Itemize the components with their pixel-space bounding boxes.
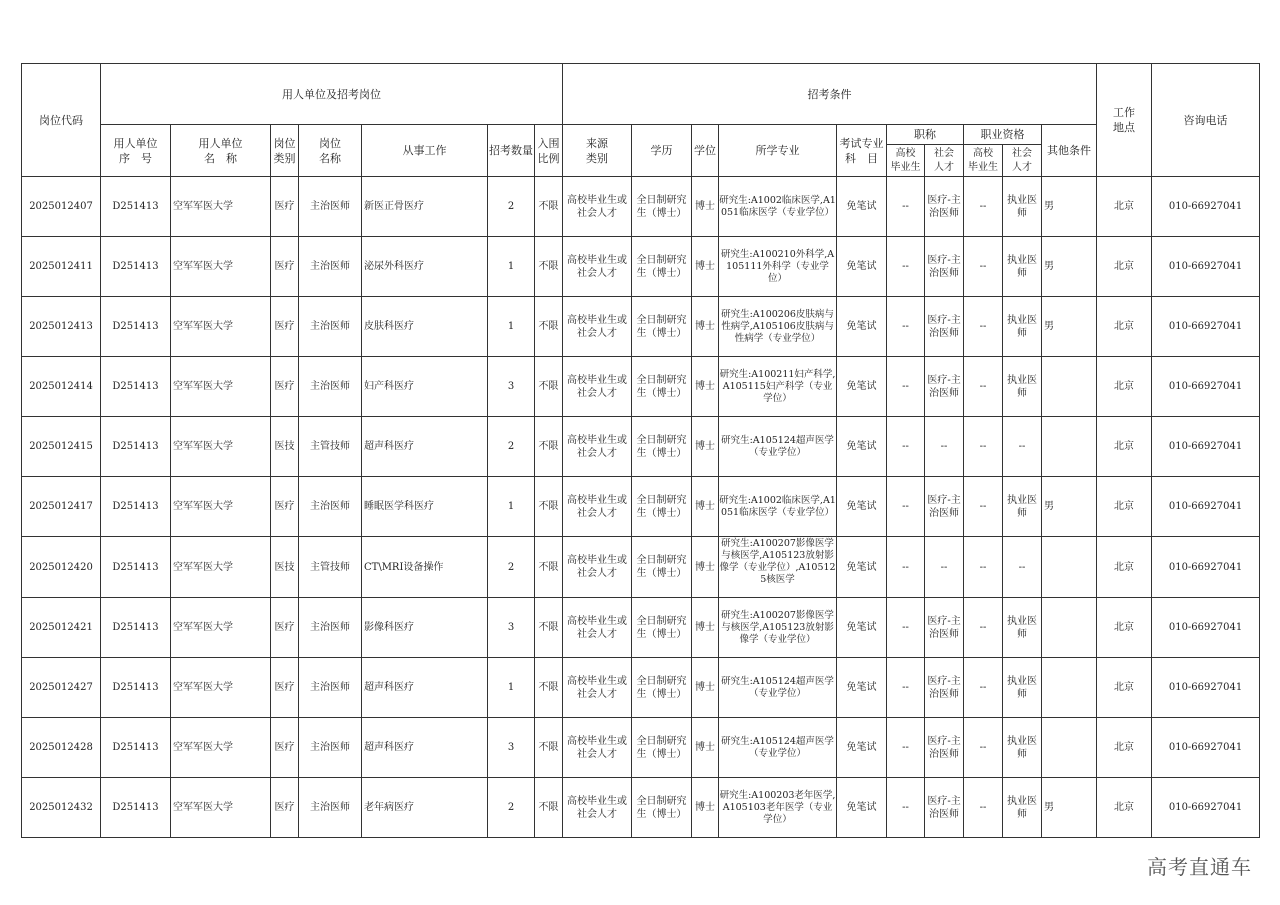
phone-cell: 010-66927041 xyxy=(1152,778,1260,838)
post-name-cell: 主管技师 xyxy=(299,537,362,598)
header-unit-name: 用人单位 名 称 xyxy=(171,125,271,177)
table-row xyxy=(22,718,1260,778)
duty-cell: 泌尿外科医疗 xyxy=(362,237,488,297)
exam-cell: 免笔试 xyxy=(837,357,887,417)
degree-cell: 博士 xyxy=(692,477,719,537)
table-row xyxy=(22,177,1260,237)
education-cell: 全日制研究生（博士） xyxy=(632,537,692,598)
education-cell: 全日制研究生（博士） xyxy=(632,357,692,417)
table-row xyxy=(22,297,1260,357)
position-code-cell: 2025012411 xyxy=(22,237,101,297)
title-grad-cell: -- xyxy=(887,177,925,237)
title-grad-cell: -- xyxy=(887,357,925,417)
duty-cell: 超声科医疗 xyxy=(362,417,488,477)
source-cell: 高校毕业生或社会人才 xyxy=(563,177,632,237)
ratio-cell: 不限 xyxy=(535,357,563,417)
major-cell: 研究生:A100206皮肤病与性病学,A105106皮肤病与性病学（专业学位） xyxy=(719,297,837,357)
other-cell: 男 xyxy=(1042,477,1097,537)
table-row xyxy=(22,237,1260,297)
title-grad-cell: -- xyxy=(887,297,925,357)
duty-cell: 妇产科医疗 xyxy=(362,357,488,417)
qual-social-cell: 执业医师 xyxy=(1003,477,1042,537)
major-cell xyxy=(719,537,837,598)
education-cell: 全日制研究生（博士） xyxy=(632,718,692,778)
major-cell: 研究生:A105124超声医学（专业学位） xyxy=(719,658,837,718)
title-grad-cell: -- xyxy=(887,477,925,537)
major-cell: 研究生:A100210外科学,A105111外科学（专业学位） xyxy=(719,237,837,297)
unit-name-cell: 空军军医大学 xyxy=(171,598,271,658)
other-cell: 男 xyxy=(1042,297,1097,357)
unit-name-cell: 空军军医大学 xyxy=(171,718,271,778)
unit-name-cell: 空军军医大学 xyxy=(171,357,271,417)
exam-cell: 免笔试 xyxy=(837,778,887,838)
title-social-cell: 医疗-主治医师 xyxy=(925,778,964,838)
post-type-cell: 医疗 xyxy=(271,778,299,838)
degree-cell: 博士 xyxy=(692,598,719,658)
header-title-group: 职称 xyxy=(887,125,964,145)
table-row xyxy=(22,477,1260,537)
post-type-cell: 医疗 xyxy=(271,357,299,417)
unit-seq-cell: D251413 xyxy=(101,357,171,417)
degree-cell: 博士 xyxy=(692,718,719,778)
qual-social-cell: 执业医师 xyxy=(1003,718,1042,778)
header-employer-group: 用人单位及招考岗位 xyxy=(101,64,563,125)
degree-cell: 博士 xyxy=(692,357,719,417)
other-cell xyxy=(1042,598,1097,658)
source-cell: 高校毕业生或社会人才 xyxy=(563,598,632,658)
header-degree: 学位 xyxy=(692,125,719,177)
phone-cell: 010-66927041 xyxy=(1152,537,1260,598)
table-row xyxy=(22,598,1260,658)
education-cell: 全日制研究生（博士） xyxy=(632,778,692,838)
header-title-grad: 高校 毕业生 xyxy=(887,145,925,177)
major-cell: 研究生:A1002临床医学,A1051临床医学（专业学位） xyxy=(719,477,837,537)
other-cell xyxy=(1042,417,1097,477)
post-name-cell: 主治医师 xyxy=(299,177,362,237)
other-cell: 男 xyxy=(1042,177,1097,237)
unit-name-cell: 空军军医大学 xyxy=(171,177,271,237)
phone-cell: 010-66927041 xyxy=(1152,357,1260,417)
watermark-text: 高考直通车 xyxy=(1147,855,1252,879)
qual-grad-cell: -- xyxy=(964,477,1003,537)
header-source: 来源 类别 xyxy=(563,125,632,177)
title-social-cell: 医疗-主治医师 xyxy=(925,237,964,297)
phone-cell: 010-66927041 xyxy=(1152,417,1260,477)
phone-cell: 010-66927041 xyxy=(1152,658,1260,718)
position-code-cell: 2025012421 xyxy=(22,598,101,658)
ratio-cell: 不限 xyxy=(535,237,563,297)
ratio-cell: 不限 xyxy=(535,718,563,778)
degree-cell: 博士 xyxy=(692,658,719,718)
location-cell: 北京 xyxy=(1097,537,1152,598)
qual-social-cell: 执业医师 xyxy=(1003,658,1042,718)
source-cell: 高校毕业生或社会人才 xyxy=(563,417,632,477)
major-cell: 研究生:A100207影像医学与核医学,A105123放射影像学（专业学位） xyxy=(719,598,837,658)
ratio-cell: 不限 xyxy=(535,778,563,838)
duty-cell: 睡眠医学科医疗 xyxy=(362,477,488,537)
title-grad-cell: -- xyxy=(887,778,925,838)
qual-grad-cell: -- xyxy=(964,778,1003,838)
post-name-cell: 主治医师 xyxy=(299,477,362,537)
qual-social-cell: -- xyxy=(1003,417,1042,477)
duty-cell: 影像科医疗 xyxy=(362,598,488,658)
header-other: 其他条件 xyxy=(1042,125,1097,177)
header-quota: 招考数量 xyxy=(488,125,535,177)
education-cell: 全日制研究生（博士） xyxy=(632,477,692,537)
quota-cell: 2 xyxy=(488,177,535,237)
source-cell: 高校毕业生或社会人才 xyxy=(563,718,632,778)
post-type-cell: 医疗 xyxy=(271,237,299,297)
location-cell: 北京 xyxy=(1097,658,1152,718)
title-social-cell: 医疗-主治医师 xyxy=(925,477,964,537)
major-cell: 研究生:A100203老年医学,A105103老年医学（专业学位） xyxy=(719,778,837,838)
qual-grad-cell: -- xyxy=(964,237,1003,297)
title-grad-cell: -- xyxy=(887,658,925,718)
degree-cell: 博士 xyxy=(692,177,719,237)
position-code-cell: 2025012415 xyxy=(22,417,101,477)
location-cell: 北京 xyxy=(1097,357,1152,417)
header-qual-social: 社会 人才 xyxy=(1003,145,1042,177)
qual-social-cell: 执业医师 xyxy=(1003,778,1042,838)
location-cell: 北京 xyxy=(1097,237,1152,297)
exam-cell: 免笔试 xyxy=(837,658,887,718)
duty-cell: CT\MRI设备操作 xyxy=(362,537,488,598)
position-code-cell: 2025012420 xyxy=(22,537,101,598)
duty-cell: 皮肤科医疗 xyxy=(362,297,488,357)
ratio-cell: 不限 xyxy=(535,177,563,237)
post-name-cell: 主治医师 xyxy=(299,718,362,778)
ratio-cell: 不限 xyxy=(535,658,563,718)
education-cell: 全日制研究生（博士） xyxy=(632,417,692,477)
unit-seq-cell: D251413 xyxy=(101,718,171,778)
unit-seq-cell: D251413 xyxy=(101,237,171,297)
exam-cell: 免笔试 xyxy=(837,598,887,658)
table-row xyxy=(22,658,1260,718)
position-code-cell: 2025012428 xyxy=(22,718,101,778)
qual-grad-cell: -- xyxy=(964,598,1003,658)
unit-seq-cell: D251413 xyxy=(101,297,171,357)
title-grad-cell: -- xyxy=(887,718,925,778)
post-name-cell: 主管技师 xyxy=(299,417,362,477)
location-cell: 北京 xyxy=(1097,477,1152,537)
recruitment-table xyxy=(21,63,1260,838)
header-phone: 咨询电话 xyxy=(1152,64,1260,177)
table-row xyxy=(22,357,1260,417)
header-exam: 考试专业 科 目 xyxy=(837,125,887,177)
duty-cell: 老年病医疗 xyxy=(362,778,488,838)
phone-cell: 010-66927041 xyxy=(1152,477,1260,537)
major-text: 研究生:A100207影像医学与核医学,A105123放射影像学（专业学位）,A105125核医学 xyxy=(719,538,836,585)
post-name-cell: 主治医师 xyxy=(299,357,362,417)
qual-social-cell: -- xyxy=(1003,537,1042,598)
education-cell: 全日制研究生（博士） xyxy=(632,658,692,718)
position-code-cell: 2025012414 xyxy=(22,357,101,417)
source-cell: 高校毕业生或社会人才 xyxy=(563,537,632,598)
phone-cell: 010-66927041 xyxy=(1152,598,1260,658)
post-type-cell: 医疗 xyxy=(271,718,299,778)
post-name-cell: 主治医师 xyxy=(299,778,362,838)
location-cell: 北京 xyxy=(1097,598,1152,658)
header-major: 所学专业 xyxy=(719,125,837,177)
major-cell: 研究生:A105124超声医学（专业学位） xyxy=(719,417,837,477)
duty-cell: 超声科医疗 xyxy=(362,718,488,778)
exam-cell: 免笔试 xyxy=(837,177,887,237)
header-ratio: 入围 比例 xyxy=(535,125,563,177)
post-name-cell: 主治医师 xyxy=(299,598,362,658)
qual-social-cell: 执业医师 xyxy=(1003,357,1042,417)
location-cell: 北京 xyxy=(1097,297,1152,357)
quota-cell: 1 xyxy=(488,237,535,297)
ratio-cell: 不限 xyxy=(535,297,563,357)
exam-cell: 免笔试 xyxy=(837,417,887,477)
unit-name-cell: 空军军医大学 xyxy=(171,778,271,838)
qual-grad-cell: -- xyxy=(964,537,1003,598)
source-cell: 高校毕业生或社会人才 xyxy=(563,237,632,297)
phone-cell: 010-66927041 xyxy=(1152,297,1260,357)
ratio-cell: 不限 xyxy=(535,477,563,537)
position-code-cell: 2025012432 xyxy=(22,778,101,838)
position-code-cell: 2025012427 xyxy=(22,658,101,718)
source-cell: 高校毕业生或社会人才 xyxy=(563,357,632,417)
location-cell: 北京 xyxy=(1097,778,1152,838)
ratio-cell: 不限 xyxy=(535,537,563,598)
title-social-cell: 医疗-主治医师 xyxy=(925,177,964,237)
ratio-cell: 不限 xyxy=(535,598,563,658)
qual-social-cell: 执业医师 xyxy=(1003,297,1042,357)
phone-cell: 010-66927041 xyxy=(1152,718,1260,778)
other-cell xyxy=(1042,718,1097,778)
exam-cell: 免笔试 xyxy=(837,477,887,537)
unit-seq-cell: D251413 xyxy=(101,177,171,237)
qual-grad-cell: -- xyxy=(964,177,1003,237)
position-code-cell: 2025012413 xyxy=(22,297,101,357)
unit-name-cell: 空军军医大学 xyxy=(171,297,271,357)
qual-grad-cell: -- xyxy=(964,417,1003,477)
header-post-name: 岗位 名称 xyxy=(299,125,362,177)
quota-cell: 1 xyxy=(488,297,535,357)
source-cell: 高校毕业生或社会人才 xyxy=(563,297,632,357)
post-name-cell: 主治医师 xyxy=(299,297,362,357)
degree-cell: 博士 xyxy=(692,537,719,598)
title-grad-cell: -- xyxy=(887,417,925,477)
exam-cell: 免笔试 xyxy=(837,297,887,357)
header-education: 学历 xyxy=(632,125,692,177)
post-type-cell: 医疗 xyxy=(271,477,299,537)
header-conditions-group: 招考条件 xyxy=(563,64,1097,125)
table-row xyxy=(22,778,1260,838)
unit-name-cell: 空军军医大学 xyxy=(171,658,271,718)
unit-seq-cell: D251413 xyxy=(101,417,171,477)
location-cell: 北京 xyxy=(1097,718,1152,778)
quota-cell: 3 xyxy=(488,718,535,778)
major-cell: 研究生:A100211妇产科学,A105115妇产科学（专业学位） xyxy=(719,357,837,417)
table-row xyxy=(22,417,1260,477)
table-body xyxy=(22,177,1260,838)
title-social-cell: 医疗-主治医师 xyxy=(925,718,964,778)
major-cell: 研究生:A1002临床医学,A1051临床医学（专业学位） xyxy=(719,177,837,237)
unit-name-cell: 空军军医大学 xyxy=(171,237,271,297)
post-type-cell: 医技 xyxy=(271,417,299,477)
quota-cell: 2 xyxy=(488,417,535,477)
title-social-cell: 医疗-主治医师 xyxy=(925,357,964,417)
other-cell xyxy=(1042,357,1097,417)
title-grad-cell: -- xyxy=(887,598,925,658)
other-cell xyxy=(1042,658,1097,718)
header-title-social: 社会 人才 xyxy=(925,145,964,177)
degree-cell: 博士 xyxy=(692,297,719,357)
qual-grad-cell: -- xyxy=(964,297,1003,357)
table-row xyxy=(22,537,1260,598)
other-cell: 男 xyxy=(1042,778,1097,838)
unit-seq-cell: D251413 xyxy=(101,778,171,838)
unit-name-cell: 空军军医大学 xyxy=(171,417,271,477)
duty-cell: 新医正骨医疗 xyxy=(362,177,488,237)
post-type-cell: 医疗 xyxy=(271,177,299,237)
title-grad-cell: -- xyxy=(887,237,925,297)
post-type-cell: 医疗 xyxy=(271,598,299,658)
other-cell xyxy=(1042,537,1097,598)
phone-cell: 010-66927041 xyxy=(1152,177,1260,237)
unit-seq-cell: D251413 xyxy=(101,537,171,598)
post-name-cell: 主治医师 xyxy=(299,237,362,297)
qual-grad-cell: -- xyxy=(964,718,1003,778)
quota-cell: 3 xyxy=(488,357,535,417)
post-type-cell: 医疗 xyxy=(271,297,299,357)
unit-seq-cell: D251413 xyxy=(101,658,171,718)
title-social-cell: -- xyxy=(925,537,964,598)
post-type-cell: 医疗 xyxy=(271,658,299,718)
header-qual-grad: 高校 毕业生 xyxy=(964,145,1003,177)
source-cell: 高校毕业生或社会人才 xyxy=(563,658,632,718)
title-social-cell: 医疗-主治医师 xyxy=(925,658,964,718)
unit-name-cell: 空军军医大学 xyxy=(171,537,271,598)
header-position-code: 岗位代码 xyxy=(22,64,101,177)
unit-seq-cell: D251413 xyxy=(101,598,171,658)
location-cell: 北京 xyxy=(1097,177,1152,237)
qual-social-cell: 执业医师 xyxy=(1003,237,1042,297)
position-code-cell: 2025012407 xyxy=(22,177,101,237)
header-qual-group: 职业资格 xyxy=(964,125,1042,145)
quota-cell: 2 xyxy=(488,778,535,838)
quota-cell: 3 xyxy=(488,598,535,658)
qual-social-cell: 执业医师 xyxy=(1003,598,1042,658)
header-work-location: 工作 地点 xyxy=(1097,64,1152,177)
quota-cell: 1 xyxy=(488,477,535,537)
quota-cell: 2 xyxy=(488,537,535,598)
exam-cell: 免笔试 xyxy=(837,718,887,778)
phone-cell: 010-66927041 xyxy=(1152,237,1260,297)
post-name-cell: 主治医师 xyxy=(299,658,362,718)
degree-cell: 博士 xyxy=(692,778,719,838)
ratio-cell: 不限 xyxy=(535,417,563,477)
education-cell: 全日制研究生（博士） xyxy=(632,177,692,237)
title-social-cell: -- xyxy=(925,417,964,477)
education-cell: 全日制研究生（博士） xyxy=(632,598,692,658)
exam-cell: 免笔试 xyxy=(837,237,887,297)
education-cell: 全日制研究生（博士） xyxy=(632,297,692,357)
header-duty: 从事工作 xyxy=(362,125,488,177)
qual-grad-cell: -- xyxy=(964,357,1003,417)
degree-cell: 博士 xyxy=(692,417,719,477)
quota-cell: 1 xyxy=(488,658,535,718)
major-cell: 研究生:A105124超声医学（专业学位） xyxy=(719,718,837,778)
title-social-cell: 医疗-主治医师 xyxy=(925,297,964,357)
table-header xyxy=(22,64,1260,177)
header-unit-seq: 用人单位 序 号 xyxy=(101,125,171,177)
education-cell: 全日制研究生（博士） xyxy=(632,237,692,297)
title-social-cell: 医疗-主治医师 xyxy=(925,598,964,658)
location-cell: 北京 xyxy=(1097,417,1152,477)
source-cell: 高校毕业生或社会人才 xyxy=(563,778,632,838)
degree-cell: 博士 xyxy=(692,237,719,297)
unit-seq-cell: D251413 xyxy=(101,477,171,537)
other-cell: 男 xyxy=(1042,237,1097,297)
post-type-cell: 医技 xyxy=(271,537,299,598)
qual-grad-cell: -- xyxy=(964,658,1003,718)
position-code-cell: 2025012417 xyxy=(22,477,101,537)
duty-cell: 超声科医疗 xyxy=(362,658,488,718)
title-grad-cell: -- xyxy=(887,537,925,598)
source-cell: 高校毕业生或社会人才 xyxy=(563,477,632,537)
unit-name-cell: 空军军医大学 xyxy=(171,477,271,537)
exam-cell: 免笔试 xyxy=(837,537,887,598)
qual-social-cell: 执业医师 xyxy=(1003,177,1042,237)
header-post-type: 岗位 类别 xyxy=(271,125,299,177)
